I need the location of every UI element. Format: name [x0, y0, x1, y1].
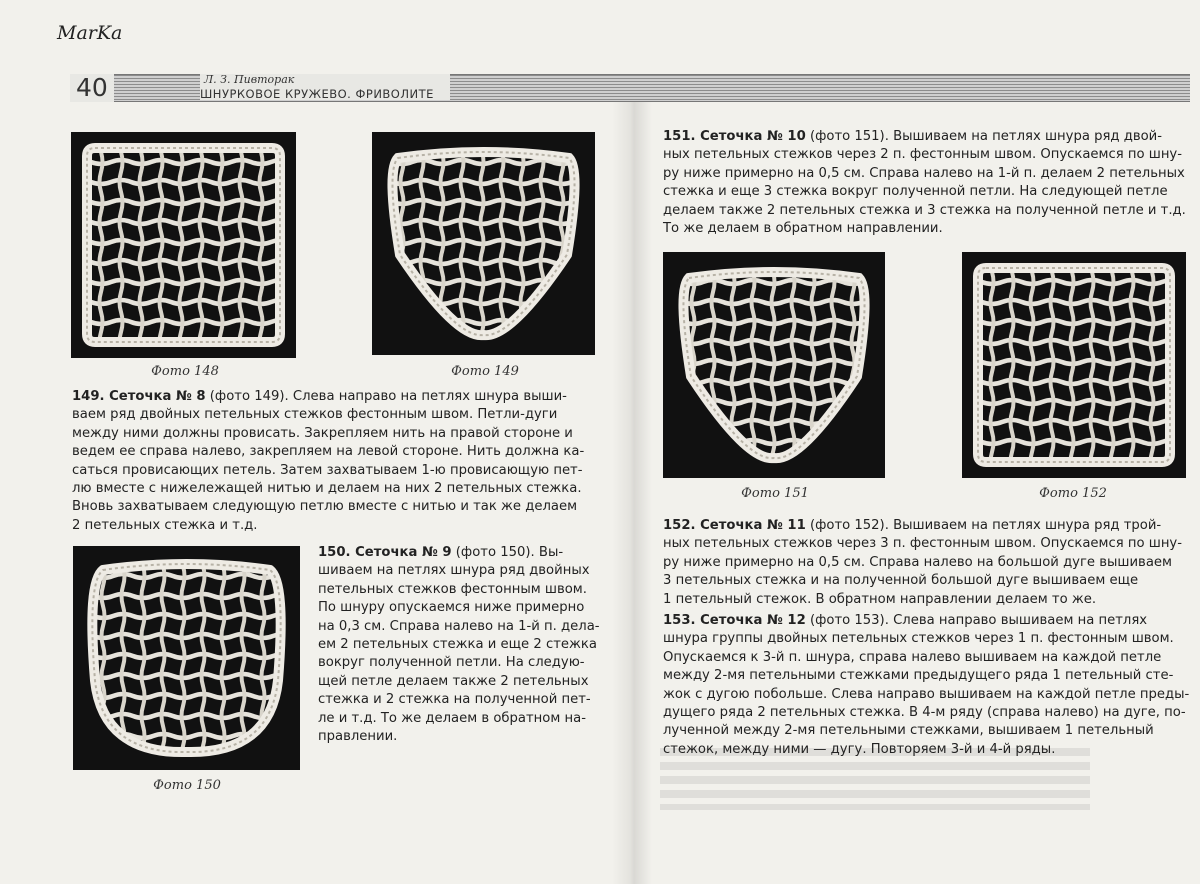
lace-mesh-image: [73, 546, 300, 770]
paragraph-line: жок с дугою побольше. Слева направо вышиваем на каждой петле преды-: [663, 686, 1190, 702]
paragraph-line: саться провисающих петель. Затем захватываем 1-ю провисающую пет-: [72, 462, 583, 478]
paragraph-line: щей петле делаем также 2 петельных: [318, 673, 589, 689]
paragraph-line: ных петельных стежков через 3 п. фестонным швом. Опускаемся по шну-: [663, 536, 1183, 552]
paragraph-line: дущего ряда 2 петельных стежка. В 4-м ряду (справа налево) на дуге, по-: [663, 705, 1186, 721]
paragraph-line: 150. Сеточка № 9 (фото 150). Вы-: [318, 545, 564, 560]
page-gutter-shadow: [612, 80, 652, 884]
paragraph-line: 151. Сеточка № 10 (фото 151). Вышиваем на петлях шнура ряд двой-: [663, 129, 1163, 144]
paragraph-line: ведем ее справа налево, закрепляем на левой стороне. Нить должна ка-: [72, 444, 585, 460]
section-title: 150. Сеточка № 9: [318, 545, 452, 560]
page-number: 40: [70, 74, 114, 102]
section-title: 152. Сеточка № 11: [663, 518, 806, 533]
paragraph-line: ру ниже примерно на 0,5 см. Справа налево на 1-й п. делаем 2 петельных: [663, 165, 1185, 181]
watermark: MarKa: [57, 22, 123, 44]
paragraph-line: шиваем на петлях шнура ряд двойных: [318, 563, 590, 579]
section-153: [663, 612, 1190, 759]
paragraph-line: лю вместе с нижележащей нитью и делаем на них 2 петельных стежка.: [72, 481, 582, 497]
caption-148: Фото 148: [151, 364, 219, 379]
section-title: 151. Сеточка № 10: [663, 129, 806, 144]
paragraph-line: петельных стежков фестонным швом.: [318, 581, 587, 597]
paragraph-line: стежка и еще 3 стежка вокруг полученной петли. На следующей петле: [663, 184, 1168, 200]
caption-150: Фото 150: [153, 778, 221, 793]
section-149: [72, 388, 598, 535]
caption-149: Фото 149: [451, 364, 519, 379]
book-title: ШНУРКОВОЕ КРУЖЕВО. ФРИВОЛИТЕ: [200, 87, 434, 101]
show-through-text: [660, 748, 1090, 810]
paragraph-line: То же делаем в обратном направлении.: [663, 221, 943, 237]
paragraph-line: шнура группы двойных петельных стежков через 1 п. фестонным швом.: [663, 631, 1174, 647]
paragraph-line: 2 петельных стежка и т.д.: [72, 517, 258, 533]
section-150: [318, 544, 600, 746]
paragraph-line: 1 петельный стежок. В обратном направлении делаем то же.: [663, 591, 1097, 607]
paragraph-line: Вновь захватываем следующую петлю вместе с нитью и так же делаем: [72, 499, 578, 515]
section-152: [663, 517, 1187, 609]
lace-mesh-image: [372, 132, 595, 355]
paragraph-line: Опускаемся к 3-й п. шнура, справа налево вышиваем на каждой петле: [663, 649, 1162, 665]
section-title: 153. Сеточка № 12: [663, 613, 806, 628]
paragraph-line: между ними должны провисать. Закрепляем нить на правой стороне и: [72, 425, 573, 441]
paragraph-line: 3 петельных стежка и на полученной большой дуге вышиваем еще: [663, 573, 1139, 589]
photo-151: [663, 252, 885, 478]
caption-151: Фото 151: [741, 486, 809, 501]
paragraph-line: 152. Сеточка № 11 (фото 152). Вышиваем на петлях шнура ряд трой-: [663, 518, 1162, 533]
caption-152: Фото 152: [1039, 486, 1107, 501]
lace-mesh-image: [663, 252, 885, 478]
paragraph-line: ру ниже примерно на 0,5 см. Справа налево на большой дуге вышиваем: [663, 554, 1172, 570]
section-151: [663, 128, 1187, 238]
paragraph-line: между 2-мя петельными стежками предыдущего ряда 1 петельный сте-: [663, 668, 1174, 684]
paragraph-line: ных петельных стежков через 2 п. фестонным швом. Опускаемся по шну-: [663, 147, 1183, 163]
photo-148: [71, 132, 296, 358]
photo-152: [962, 252, 1186, 478]
lace-mesh-image: [962, 252, 1186, 478]
author-name: Л. З. Пивторак: [204, 73, 295, 86]
paragraph-line: делаем также 2 петельных стежка и 3 стежка на полученной петле и т.д.: [663, 202, 1186, 218]
paragraph-line: стежка и 2 стежка на полученной пет-: [318, 692, 591, 708]
paragraph-line: ле и т.д. То же делаем в обратном на-: [318, 710, 586, 726]
paragraph-line: По шнуру опускаемся ниже примерно: [318, 600, 585, 616]
paragraph-line: ваем ряд двойных петельных стежков фестонным швом. Петли-дуги: [72, 407, 558, 423]
paragraph-line: стежок, между ними — дугу. Повторяем 3-й и 4-й ряды.: [663, 741, 1056, 757]
photo-149: [372, 132, 595, 355]
paragraph-line: 153. Сеточка № 12 (фото 153). Слева направо вышиваем на петлях: [663, 613, 1148, 628]
paragraph-line: лученной между 2-мя петельными стежками, вышиваем 1 петельный: [663, 723, 1154, 739]
lace-mesh-image: [71, 132, 296, 358]
photo-150: [73, 546, 300, 770]
paragraph-line: ем 2 петельных стежка и еще 2 стежка: [318, 637, 597, 653]
paragraph-line: 149. Сеточка № 8 (фото 149). Слева направо на петлях шнура выши-: [72, 389, 567, 404]
section-title: 149. Сеточка № 8: [72, 389, 206, 404]
paragraph-line: вокруг полученной петли. На следую-: [318, 655, 585, 671]
paragraph-line: на 0,3 см. Справа налево на 1-й п. дела-: [318, 618, 600, 634]
paragraph-line: правлении.: [318, 729, 398, 745]
